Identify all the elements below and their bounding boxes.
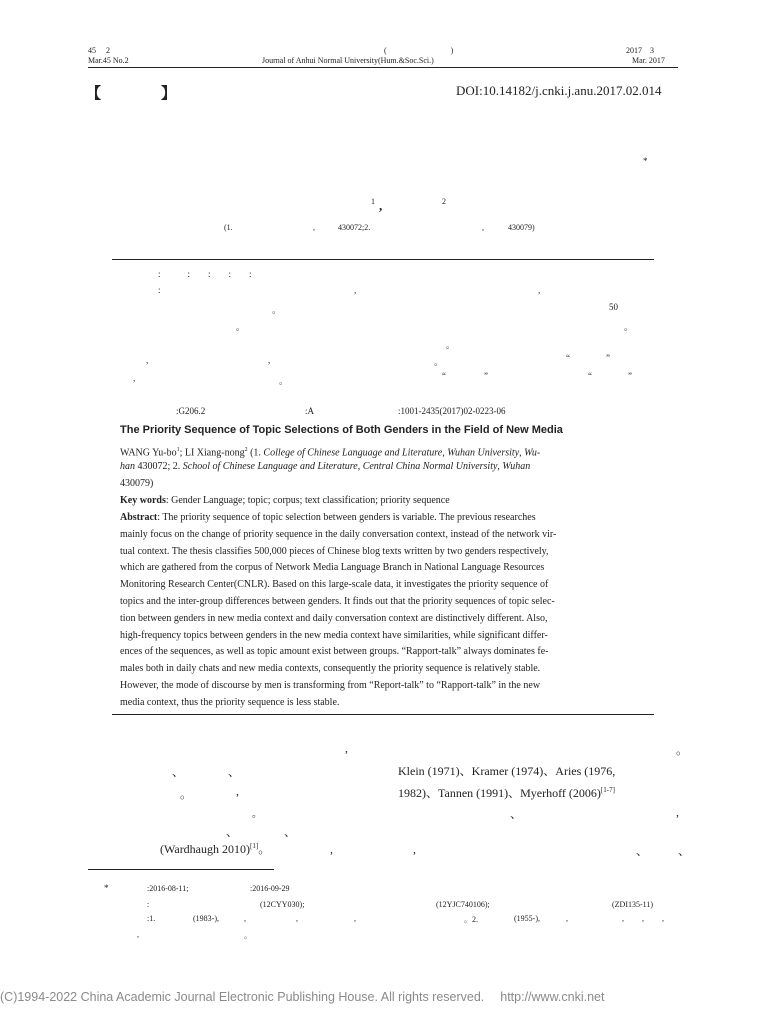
footnote-fund-colon: :	[147, 900, 150, 909]
body-citation-line	[160, 840, 270, 857]
english-authors-line3: 430079)	[120, 478, 154, 489]
affiliation-part: ,	[313, 223, 315, 232]
english-authors-line2	[120, 459, 648, 476]
body-fragment: ,	[413, 842, 416, 856]
abstract-cn-fragment: :	[158, 285, 161, 295]
title-footnote-mark: *	[643, 156, 648, 166]
english-keywords	[120, 493, 648, 510]
body-fragment: 、	[678, 844, 691, 858]
author-name: WANG Yu-bo	[120, 447, 177, 459]
abstract-line: Monitoring Research Center(CNLR). Based on this large-scale data, it investigates the priority sequence of	[120, 579, 549, 591]
abstract-line: media context, thus the priority sequence is less stable.	[120, 696, 340, 708]
header-volume-en: Mar.45 No.2	[88, 56, 129, 65]
abstract-line: which are gathered from the corpus of Network Media Language Branch in National Language Resources	[120, 562, 545, 574]
body-fragment: 。	[676, 743, 689, 757]
citation-ref: [1]	[250, 842, 259, 850]
header-date-en: Mar. 2017	[632, 56, 665, 65]
affiliation-text: Wuhan	[502, 461, 531, 472]
author-separator: ,	[379, 198, 383, 213]
affiliation-part: 430072;2.	[338, 223, 371, 232]
abstract-cn-fragment: ,	[146, 355, 149, 365]
author-sup: 2	[244, 447, 248, 453]
citation-ref: [1-7]	[600, 786, 615, 794]
body-fragment: 、	[228, 765, 241, 779]
abstract-cn-fragment: 。	[272, 305, 282, 315]
body-fragment: ,	[330, 842, 333, 856]
affiliation-text: Central China Normal University	[362, 461, 498, 472]
doi: DOI:10.14182/j.cnki.j.anu.2017.02.014	[456, 83, 662, 98]
header-journal-cn: ( )	[384, 46, 454, 55]
abstract-line: tual context. The thesis classifies 500,000 pieces of Chinese blog texts written by two genders respectively,	[120, 545, 549, 557]
header-journal-en: Journal of Anhui Normal University(Hum.&Soc.Sci.)	[262, 56, 434, 65]
abstract-cn-fragment: “	[566, 353, 570, 363]
abstract-top-rule	[112, 259, 654, 260]
abstract-line: mainly focus on the change of priority sequence in the daily conversation context, instead of the network vir-	[120, 528, 557, 540]
abstract-cn-fragment: “	[588, 371, 592, 381]
footnote-bio: ,	[354, 914, 356, 923]
affiliation-text: College of Chinese Language and Literature	[263, 447, 443, 459]
body-citation-line: Klein (1971)、Kramer (1974)、Aries (1976,	[398, 764, 616, 778]
abstract-cn-fragment: ,	[133, 373, 136, 383]
affiliation-text: ,	[357, 461, 363, 472]
author-sup: 1	[176, 447, 180, 453]
section-tag: 【 】	[86, 86, 177, 102]
affiliation-text: ,	[442, 447, 448, 459]
footnote-fund: (12CYY030);	[260, 900, 305, 909]
document-code: :A	[305, 406, 314, 416]
footnote-bio: 。2.	[464, 915, 478, 924]
abstract-cn-fragment: ,	[538, 285, 541, 295]
affiliation-part: 430079)	[508, 223, 535, 232]
abstract-cn-line: : : : : :	[158, 269, 252, 279]
citation-text: 。	[258, 842, 271, 856]
body-fragment: 、	[226, 825, 239, 839]
english-title: The Priority Sequence of Topic Selections of Both Genders in the Field of New Media	[120, 424, 563, 436]
author1-mark: 1	[371, 197, 375, 206]
abstract-cn-fragment: 。	[446, 340, 456, 350]
abstract-line: high-frequency topics between genders in the new media context have similarities, while significant differ-	[120, 629, 548, 641]
abstract-cn-fragment: ”	[606, 353, 610, 363]
abstract-cn-fragment: 。	[624, 322, 634, 332]
citation-text: (Wardhaugh 2010)	[160, 842, 251, 856]
body-fragment: 、	[636, 844, 649, 858]
clc-number: :G206.2	[176, 406, 206, 416]
footnote-bio: ,	[137, 930, 139, 939]
abstract-cn-fragment: ”	[628, 371, 632, 381]
body-fragment: 、	[284, 825, 297, 839]
footnote-revised: :2016-09-29	[250, 884, 290, 893]
article-id: :1001-2435(2017)02-0223-06	[398, 406, 506, 416]
body-fragment: 、	[510, 807, 523, 821]
abstract-cn-fragment: 。	[434, 357, 444, 367]
english-abstract	[120, 510, 648, 712]
abstract-cn-fragment: “	[442, 371, 446, 381]
affiliation-text: han	[120, 461, 135, 472]
abstract-cn-fragment: 50	[609, 302, 618, 312]
footnote-bio: ,	[566, 914, 568, 923]
body-fragment: 。	[180, 787, 193, 801]
body-fragment: 。	[252, 809, 262, 820]
body-fragment: ,	[676, 805, 679, 819]
footnote-fund: (12YJC740106);	[436, 900, 490, 909]
abstract-line: males both in daily chats and new media contexts, consequently the priority sequence is relatively stable.	[120, 663, 541, 675]
abstract-cn-fragment: ”	[484, 371, 488, 381]
abstract-cn-fragment: ,	[268, 355, 271, 365]
abstract-line: However, the mode of discourse by men is transforming from “Report-talk” to “Rapport-talk” in the new	[120, 679, 541, 691]
footnote-bio: ,	[244, 914, 246, 923]
abstract-line: ences of the sequences, as well as topic amount exist between groups. “Rapport-talk” always dominates fe-	[120, 646, 549, 658]
affiliation-text: School of Chinese Language and Literature	[182, 461, 358, 472]
body-citation-line	[398, 784, 615, 801]
body-fragment: 、	[172, 765, 185, 779]
footnote-star: *	[104, 883, 109, 893]
footnote-bio: ,	[662, 914, 664, 923]
header-rule	[88, 67, 678, 68]
footnote-bio: 。	[244, 931, 252, 940]
footnote-bio: :1.	[147, 914, 156, 923]
author2-mark: 2	[442, 197, 446, 206]
footnote-bio: (1955-),	[514, 914, 540, 923]
affiliation-text: Wuhan University	[447, 447, 520, 459]
abstract-line	[120, 510, 648, 527]
copyright-notice: (C)1994-2022 China Academic Journal Electronic Publishing House. All rights reserved. http://www.cnki.net	[0, 990, 605, 1004]
keywords-text: : Gender Language; topic; corpus; text classification; priority sequence	[165, 495, 450, 506]
abstract-cn-fragment: 。	[279, 376, 289, 386]
abstract-line: topics and the inter-group differences between genders. It finds out that the priority sequences of topic selec-	[120, 595, 555, 607]
footnote-rule	[88, 869, 274, 870]
footnote-bio: ,	[622, 914, 624, 923]
footnote-received: :2016-08-11;	[147, 884, 189, 893]
abstract-cn-fragment: 。	[236, 322, 246, 332]
footnote-bio: (1983-),	[193, 914, 219, 923]
citation-text: 1982)、Tannen (1991)、Myerhoff (2006)	[398, 786, 601, 800]
affiliation-text: 430072; 2.	[135, 461, 183, 472]
body-fragment: ,	[236, 784, 239, 798]
affiliation-text: ,	[519, 447, 525, 459]
affiliation-text: Wu-	[524, 447, 541, 459]
affiliation-text: ,	[497, 461, 503, 472]
keywords-label: Key words	[120, 495, 166, 506]
body-fragment: ,	[345, 741, 348, 755]
abstract-bottom-rule	[112, 714, 654, 715]
affiliation-part: ,	[482, 223, 484, 232]
abstract-label: Abstract	[120, 512, 158, 523]
affiliation-text: (1.	[247, 447, 264, 459]
abstract-cn-fragment: ,	[354, 285, 357, 295]
footnote-bio: ,	[296, 914, 298, 923]
header-date-cn: 2017 3	[626, 46, 654, 55]
footnote-bio: ,	[642, 914, 644, 923]
affiliation-part: (1.	[224, 223, 233, 232]
abstract-text: : The priority sequence of topic selection between genders is variable. The previous researches	[157, 512, 536, 523]
author-name: ; LI Xiang-nong	[179, 447, 245, 459]
header-volume-cn: 45 2	[88, 46, 110, 55]
footnote-fund: (ZDI135-11)	[612, 900, 654, 909]
abstract-line: tion between genders in new media context and daily conversation context are distinctively different. Also,	[120, 612, 548, 624]
